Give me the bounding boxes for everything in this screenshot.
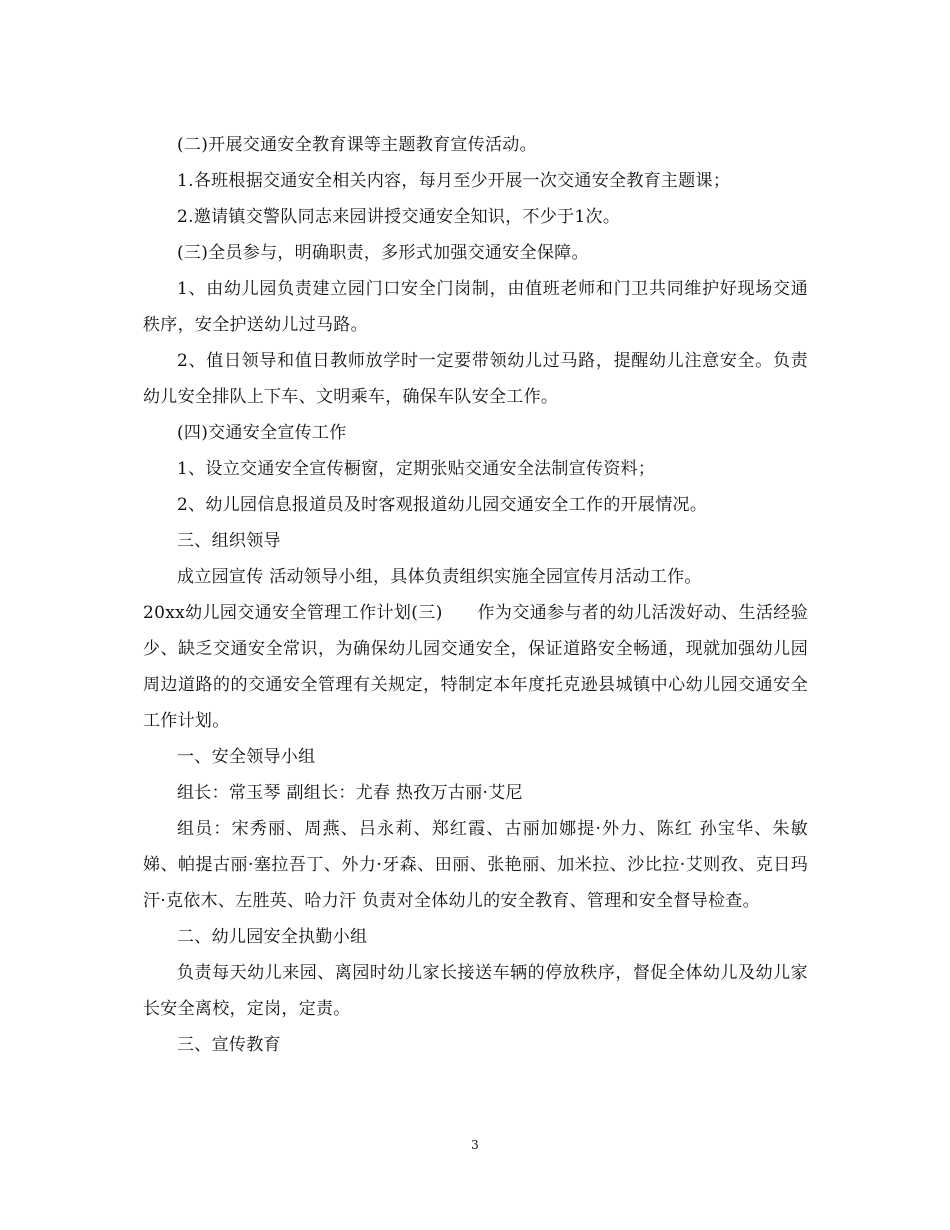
section-heading: 一、安全领导小组 — [177, 747, 316, 767]
paragraph: 2.邀请镇交警队同志来园讲授交通安全知识，不少于1次。 — [177, 207, 621, 227]
paragraph: 组长：常玉琴 副组长：尤春 热孜万古丽·艾尼 — [177, 783, 523, 803]
paragraph: 组员：宋秀丽、周燕、吕永莉、郑红霞、古丽加娜提·外力、陈红 孙宝华、朱敏娣、帕提古丽·塞拉吾丁、外力·牙森、田丽、张艳丽、加米拉、沙比拉·艾则孜、克日玛汗·克依木、左胜英、哈力汗 负责对全体幼儿的安全教育、管理和安全督导检查。 — [143, 819, 808, 911]
section-heading: 二、幼儿园安全执勤小组 — [177, 927, 368, 947]
page-number: 3 — [471, 1138, 479, 1152]
paragraph: (四)交通安全宣传工作 — [177, 423, 347, 443]
paragraph: (三)全员参与，明确职责，多形式加强交通安全保障。 — [177, 243, 589, 263]
paragraph: 1.各班根据交通安全相关内容，每月至少开展一次交通安全教育主题课； — [177, 171, 731, 191]
paragraph: 1、由幼儿园负责建立园门口安全门岗制，由值班老师和门卫共同维护好现场交通秩序，安全护送幼儿过马路。 — [143, 279, 808, 335]
paragraph: (二)开展交通安全教育课等主题教育宣传活动。 — [177, 135, 537, 155]
paragraph: 负责每天幼儿来园、离园时幼儿家长接送车辆的停放秩序，督促全体幼儿及幼儿家长安全离校，定岗，定责。 — [143, 963, 808, 1019]
section-heading: 三、宣传教育 — [177, 1035, 281, 1055]
plan-intro-paragraph: 20xx幼儿园交通安全管理工作计划(三) 作为交通参与者的幼儿活泼好动、生活经验少、缺乏交通安全常识，为确保幼儿园交通安全，保证道路安全畅通，现就加强幼儿园周边道路的的交通安全管理有关规定，特制定本年度托克逊县城镇中心幼儿园交通安全工作计划。 — [143, 603, 808, 731]
paragraph: 1、设立交通安全宣传橱窗，定期张贴交通安全法制宣传资料； — [177, 459, 656, 479]
section-heading: 三、组织领导 — [177, 531, 281, 551]
paragraph: 成立园宣传 活动领导小组，具体负责组织实施全园宣传月活动工作。 — [177, 567, 702, 587]
paragraph: 2、值日领导和值日教师放学时一定要带领幼儿过马路，提醒幼儿注意安全。负责幼儿安全排队上下车、文明乘车，确保车队安全工作。 — [143, 351, 808, 407]
paragraph: 2、幼儿园信息报道员及时客观报道幼儿园交通安全工作的开展情况。 — [177, 495, 708, 515]
document-body — [143, 127, 808, 1063]
